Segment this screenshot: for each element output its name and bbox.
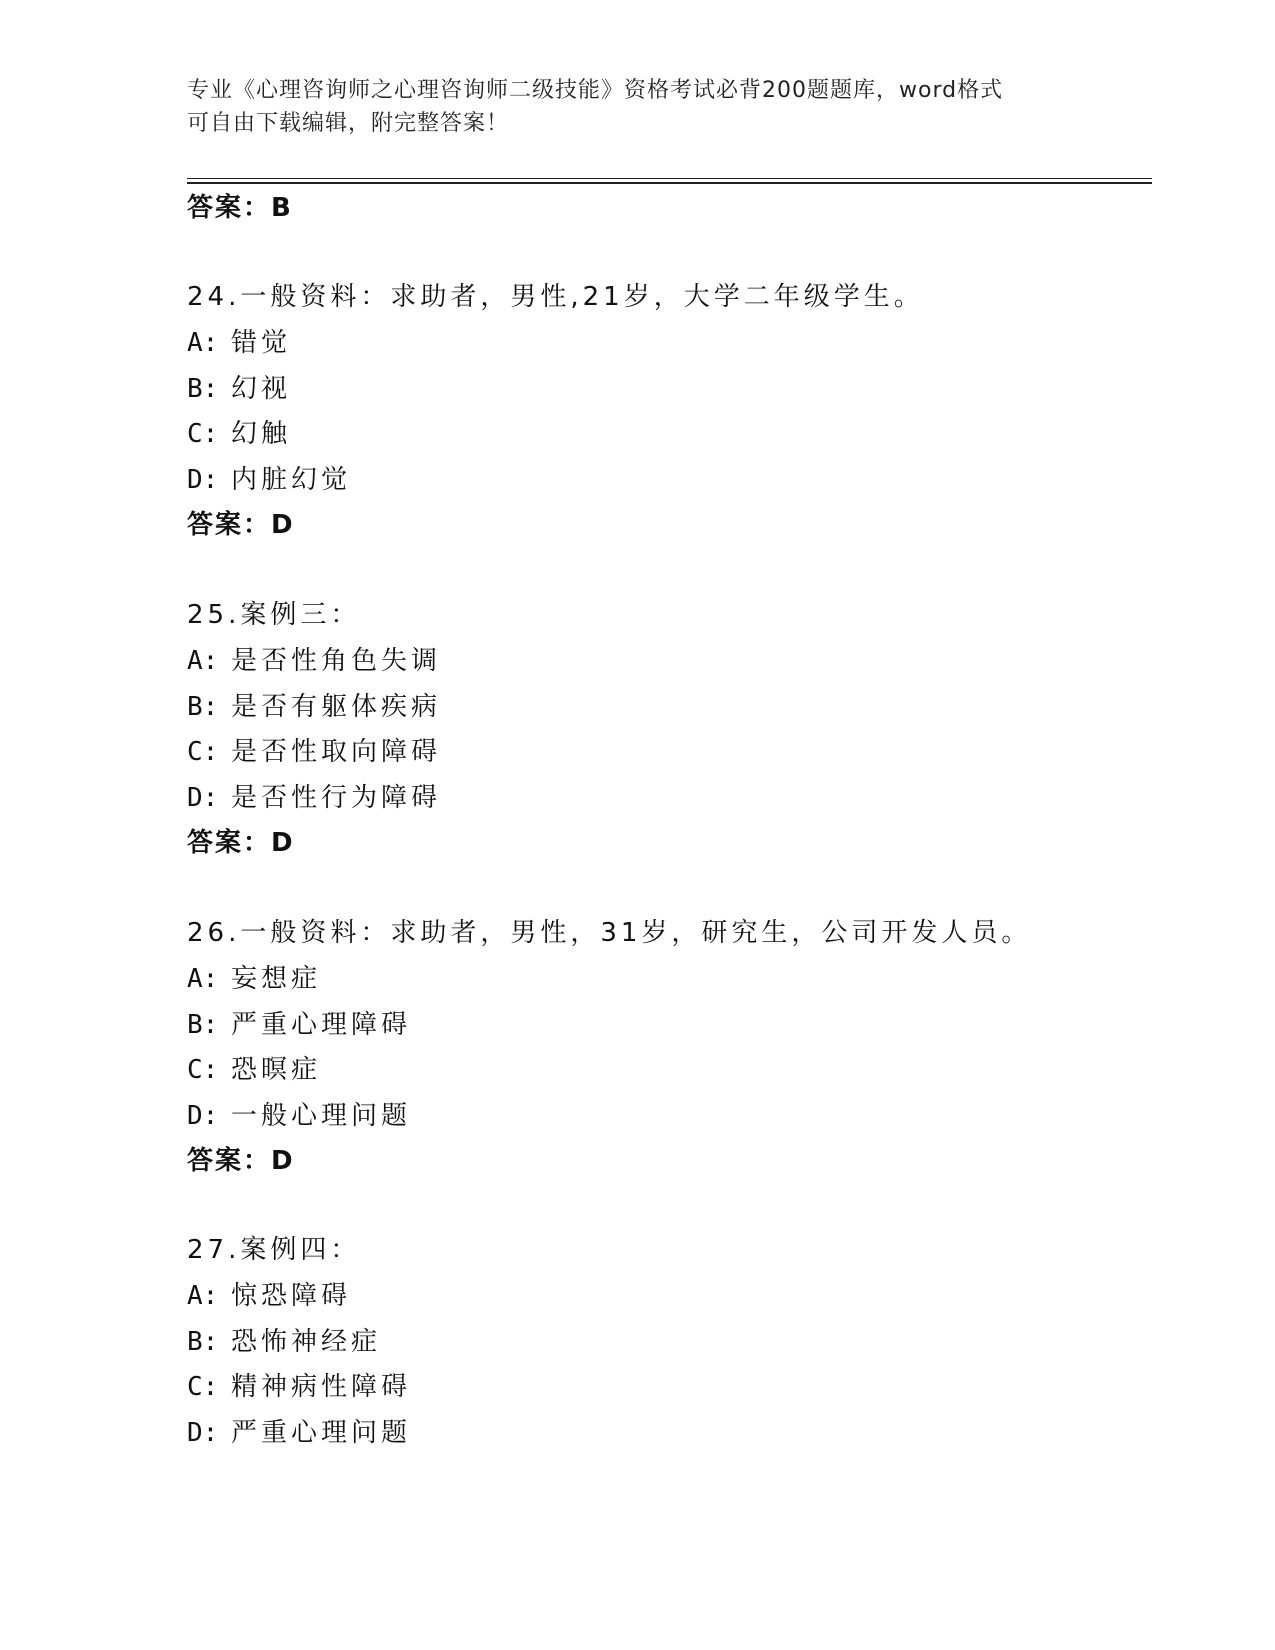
header-line-2: 可自由下载编辑，附完整答案！ — [187, 111, 510, 136]
option-a — [187, 1279, 1147, 1325]
question-answer: 答案：D — [187, 1146, 295, 1176]
question-text: 24.一般资料：求助者，男性,21岁，大学二年级学生。 — [187, 282, 924, 312]
option-key: A: — [187, 1281, 219, 1311]
header-divider-thick — [187, 182, 1152, 184]
question-text: 27.案例四： — [187, 1235, 361, 1265]
header-line-1: 专业《心理咨询师之心理咨询师二级技能》资格考试必背200题题库，word格式 — [187, 78, 1004, 103]
option-key: D: — [187, 1417, 219, 1448]
option-text: 一般心理问题 — [231, 1100, 412, 1131]
option-text: 严重心理障碍 — [231, 1009, 412, 1040]
question-answer: 答案：D — [187, 510, 295, 540]
option-text: 内脏幻觉 — [231, 464, 352, 495]
option-text: 是否性行为障碍 — [231, 782, 442, 813]
option-text: 幻视 — [231, 373, 292, 404]
option-b — [187, 1325, 1147, 1371]
option-b — [187, 1008, 1147, 1054]
option-text: 幻触 — [231, 419, 292, 449]
answer-prev-question: 答案：B — [187, 193, 293, 223]
option-text: 惊恐障碍 — [231, 1281, 352, 1311]
option-c — [187, 1053, 1147, 1099]
option-c — [187, 1370, 1147, 1416]
option-a — [187, 326, 1147, 372]
option-text: 是否性取向障碍 — [231, 737, 442, 767]
option-c — [187, 735, 1147, 781]
question-26 — [187, 916, 1147, 1178]
option-text: 是否性角色失调 — [231, 646, 442, 676]
option-key: A: — [187, 328, 219, 358]
option-text: 恐怖神经症 — [231, 1326, 382, 1357]
question-25 — [187, 598, 1147, 860]
document-header — [187, 74, 1087, 140]
option-key: C: — [187, 737, 219, 767]
option-text: 恐暝症 — [231, 1055, 322, 1085]
option-text: 妄想症 — [231, 964, 322, 994]
option-key: C: — [187, 1055, 219, 1085]
option-key: D: — [187, 782, 219, 813]
question-text: 25.案例三： — [187, 600, 361, 630]
question-answer: 答案：D — [187, 828, 295, 858]
header-divider-thin — [187, 178, 1152, 179]
option-key: B: — [187, 373, 219, 404]
option-key: C: — [187, 1372, 219, 1402]
option-b — [187, 690, 1147, 736]
option-key: D: — [187, 464, 219, 495]
option-key: B: — [187, 691, 219, 722]
question-24 — [187, 280, 1147, 542]
option-key: A: — [187, 646, 219, 676]
option-a — [187, 962, 1147, 1008]
option-key: B: — [187, 1009, 219, 1040]
option-key: C: — [187, 419, 219, 449]
option-text: 是否有躯体疾病 — [231, 691, 442, 722]
option-c — [187, 417, 1147, 463]
option-d — [187, 463, 1147, 509]
option-text: 错觉 — [231, 328, 292, 358]
option-key: A: — [187, 964, 219, 994]
option-text: 精神病性障碍 — [231, 1372, 412, 1402]
option-d — [187, 781, 1147, 827]
option-d — [187, 1099, 1147, 1145]
question-text: 26.一般资料：求助者，男性，31岁，研究生，公司开发人员。 — [187, 918, 1032, 948]
option-text: 严重心理问题 — [231, 1417, 412, 1448]
option-a — [187, 644, 1147, 690]
question-27 — [187, 1233, 1147, 1461]
option-key: D: — [187, 1100, 219, 1131]
option-b — [187, 372, 1147, 418]
option-key: B: — [187, 1326, 219, 1357]
option-d — [187, 1416, 1147, 1462]
